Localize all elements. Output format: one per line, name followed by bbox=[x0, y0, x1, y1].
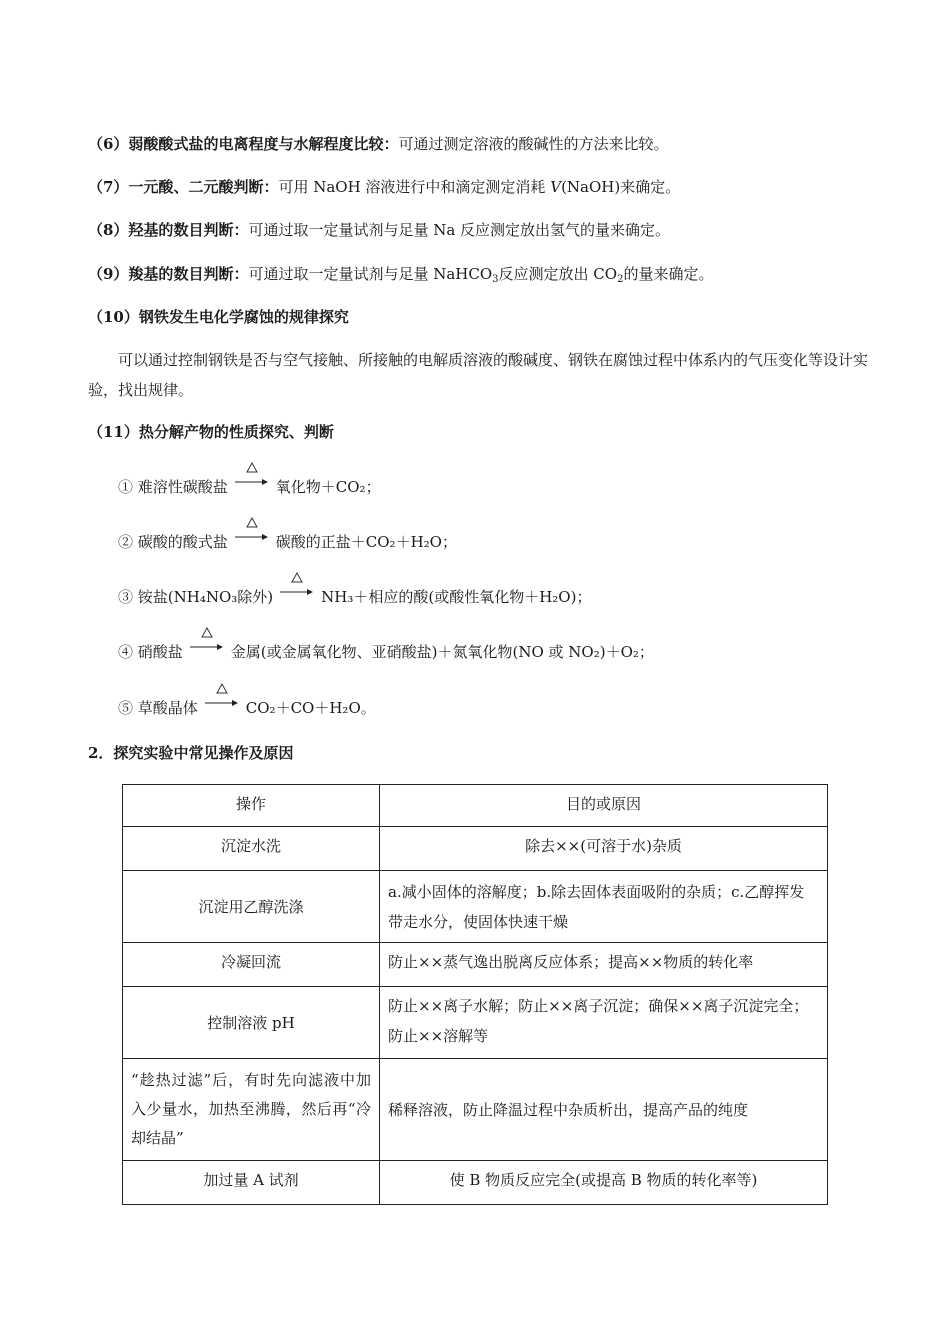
reaction-2-right: 碳酸的正盐＋CO₂＋H₂O； bbox=[275, 533, 457, 551]
table-row bbox=[123, 1059, 828, 1161]
reaction-5 bbox=[118, 697, 376, 719]
reaction-2-left: ② 碳酸的酸式盐 bbox=[118, 533, 228, 551]
table-cell-purpose: 稀释溶液，防止降温过程中杂质析出，提高产品的纯度 bbox=[380, 1059, 828, 1161]
item-7-heading: （7）一元酸、二元酸判断： bbox=[88, 178, 279, 196]
table-cell-purpose: 使 B 物质反应完全(或提高 B 物质的转化率等) bbox=[380, 1161, 828, 1205]
item-9-sub-a: 3 bbox=[492, 274, 499, 285]
heat-arrow-icon bbox=[279, 586, 315, 608]
heat-arrow-icon bbox=[204, 697, 240, 719]
item-6-heading: （6）弱酸酸式盐的电离程度与水解程度比较： bbox=[88, 135, 399, 153]
table-cell-operation: 冷凝回流 bbox=[123, 943, 380, 987]
table-cell-operation: 控制溶液 pH bbox=[123, 987, 380, 1059]
item-9 bbox=[88, 263, 713, 285]
table-cell-purpose: 除去××(可溶于水)杂质 bbox=[380, 827, 828, 871]
table-cell-operation: “趁热过滤”后，有时先向滤液中加入少量水，加热至沸腾，然后再“冷却结晶” bbox=[123, 1059, 380, 1161]
heat-arrow-icon bbox=[234, 531, 270, 553]
reaction-5-right: CO₂＋CO＋H₂O。 bbox=[245, 699, 376, 717]
item-9-text-b: 反应测定放出 CO bbox=[498, 265, 618, 283]
item-7 bbox=[88, 176, 680, 198]
reaction-4 bbox=[118, 641, 654, 663]
reaction-3-left: ③ 铵盐(NH₄NO₃除外) bbox=[118, 588, 274, 606]
reaction-2 bbox=[118, 531, 457, 553]
item-9-text-c: 的量来确定。 bbox=[623, 265, 714, 283]
table-row bbox=[123, 827, 828, 871]
heat-arrow-icon bbox=[189, 641, 225, 663]
table-cell-purpose: a.减小固体的溶解度；b.除去固体表面吸附的杂质；c.乙醇挥发带走水分，使固体快速干燥 bbox=[380, 871, 828, 943]
table-row bbox=[123, 943, 828, 987]
item-8-heading: （8）羟基的数目判断： bbox=[88, 221, 249, 239]
table-row bbox=[123, 987, 828, 1059]
item-9-heading: （9）羧基的数目判断： bbox=[88, 265, 249, 283]
item-6-text: 可通过测定溶液的酸碱性的方法来比较。 bbox=[398, 135, 669, 153]
item-8 bbox=[88, 219, 670, 241]
table-cell-operation: 沉淀水洗 bbox=[123, 827, 380, 871]
heat-arrow-icon bbox=[234, 476, 270, 498]
section-10-paragraph: 可以通过控制钢铁是否与空气接触、所接触的电解质溶液的酸碱度、钢铁在腐蚀过程中体系内的气压变化等设计实验，找出规律。 bbox=[88, 351, 869, 399]
table-cell-purpose: 防止××蒸气逸出脱离反应体系；提高××物质的转化率 bbox=[380, 943, 828, 987]
table-cell-purpose: 防止××离子水解；防止××离子沉淀；确保××离子沉淀完全；防止××溶解等 bbox=[380, 987, 828, 1059]
reaction-1-right: 氧化物＋CO₂； bbox=[275, 478, 381, 496]
item-7-text-post: (NaOH)来确定。 bbox=[561, 178, 681, 196]
section-2-heading: 2．探究实验中常见操作及原因 bbox=[88, 744, 294, 762]
reaction-3-right: NH₃＋相应的酸(或酸性氧化物＋H₂O)； bbox=[321, 588, 592, 606]
section-10-heading: （10）钢铁发生电化学腐蚀的规律探究 bbox=[88, 308, 349, 326]
reaction-5-left: ⑤ 草酸晶体 bbox=[118, 699, 198, 717]
table-row bbox=[123, 1161, 828, 1205]
table-header-operation: 操作 bbox=[123, 785, 380, 827]
operations-table bbox=[122, 784, 828, 1205]
reaction-1 bbox=[118, 476, 381, 498]
item-8-text: 可通过取一定量试剂与足量 Na 反应测定放出氢气的量来确定。 bbox=[248, 221, 671, 239]
reaction-3 bbox=[118, 586, 591, 608]
section-11-heading: （11）热分解产物的性质探究、判断 bbox=[88, 423, 334, 441]
reaction-1-left: ① 难溶性碳酸盐 bbox=[118, 478, 228, 496]
reaction-4-right: 金属(或金属氧化物、亚硝酸盐)＋氮氧化物(NO 或 NO₂)＋O₂； bbox=[230, 643, 654, 661]
item-9-text-a: 可通过取一定量试剂与足量 NaHCO bbox=[248, 265, 493, 283]
reaction-4-left: ④ 硝酸盐 bbox=[118, 643, 183, 661]
item-7-variable: V bbox=[550, 178, 562, 196]
table-header-purpose: 目的或原因 bbox=[380, 785, 828, 827]
table-cell-operation: 加过量 A 试剂 bbox=[123, 1161, 380, 1205]
item-9-sub-b: 2 bbox=[617, 274, 624, 285]
item-7-text-pre: 可用 NaOH 溶液进行中和滴定测定消耗 bbox=[278, 178, 551, 196]
table-header-row bbox=[123, 785, 828, 827]
table-row bbox=[123, 871, 828, 943]
item-6 bbox=[88, 133, 668, 155]
table-cell-operation: 沉淀用乙醇洗涤 bbox=[123, 871, 380, 943]
